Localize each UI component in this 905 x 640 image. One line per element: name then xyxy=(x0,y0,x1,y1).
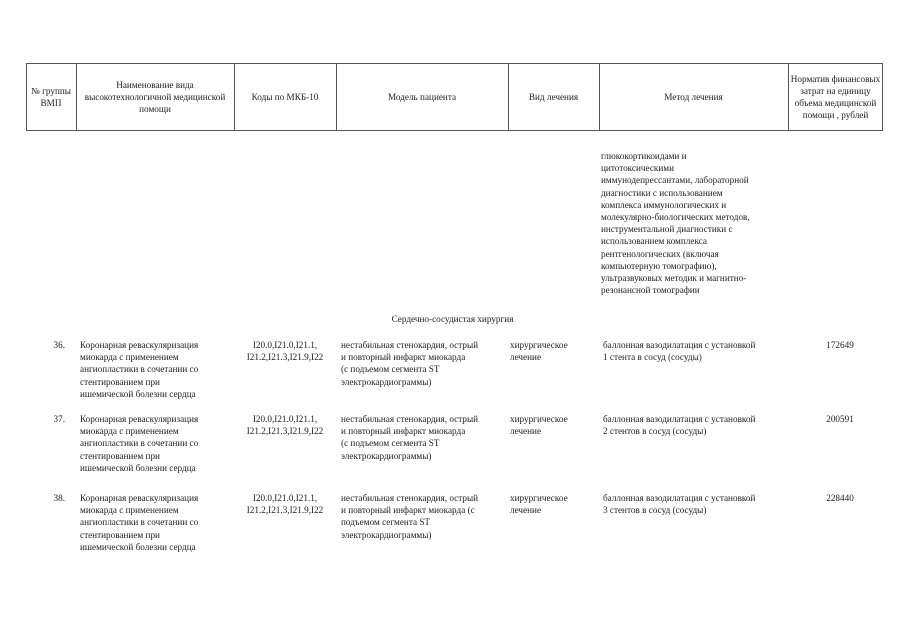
text-line: молекулярно-биологических методов, xyxy=(601,212,750,223)
text-line: использованием комплекса xyxy=(601,236,707,247)
text-line: и повторный инфаркт миокарда xyxy=(341,352,466,363)
text-line: иммунодепрессантами, лабораторной xyxy=(601,175,749,186)
text-line: ультразвуковых методик и магнитно- xyxy=(601,273,747,284)
text-line: подъемом сегмента ST xyxy=(341,517,431,528)
text-line: миокарда с применением xyxy=(80,352,179,363)
text-line: электрокардиограммы) xyxy=(341,529,432,540)
text-line: хирургическое xyxy=(510,493,568,503)
text-line: нестабильная стенокардия, острый xyxy=(341,340,479,350)
text-line: 1 стента в сосуд (сосуды) xyxy=(603,352,702,363)
text-line: инструментальной диагностики с xyxy=(601,224,733,235)
treatment-method xyxy=(603,339,793,363)
text-line: (с подъемом сегмента ST xyxy=(341,364,440,375)
cost-norm: 200591 xyxy=(826,414,854,424)
text-line: миокарда с применением xyxy=(80,426,179,437)
text-line: ишемической болезни сердца xyxy=(80,541,196,552)
text-line: Коронарная реваскуляризация xyxy=(80,340,199,350)
text-line: I20.0,I21.0,I21.1, xyxy=(252,414,318,424)
text-line: ангиопластики в сочетании со xyxy=(80,364,199,375)
text-line: диагностики с использованием xyxy=(601,187,723,198)
icd-codes xyxy=(233,413,337,437)
patient-model xyxy=(341,492,507,541)
text-line: баллонная вазодилатация с установкой xyxy=(603,493,756,503)
header-care-type: Наименование вида высокотехнологичной медицинской помощи xyxy=(84,79,226,115)
treatment-kind xyxy=(510,492,600,516)
patient-model xyxy=(341,339,507,388)
text-line: лечение xyxy=(510,352,542,363)
treatment-kind xyxy=(510,339,600,363)
row-number: 37. xyxy=(53,414,65,424)
text-line: глюкокортикоидами и xyxy=(601,151,687,161)
patient-model xyxy=(341,413,507,462)
icd-codes xyxy=(233,492,337,516)
header-patient-model: Модель пациента xyxy=(387,91,457,102)
header-treatment-method: Метод лечения xyxy=(664,91,723,102)
text-line: (с подъемом сегмента ST xyxy=(341,438,440,449)
table-header xyxy=(26,63,883,131)
text-line: ангиопластики в сочетании со xyxy=(80,438,199,449)
text-line: Коронарная реваскуляризация xyxy=(80,493,199,503)
text-line: ишемической болезни сердца xyxy=(80,388,196,399)
treatment-kind xyxy=(510,413,600,437)
care-type-name xyxy=(80,492,230,553)
text-line: ангиопластики в сочетании со xyxy=(80,517,199,528)
icd-codes xyxy=(233,339,337,363)
text-line: компьютерную томографию), xyxy=(601,260,717,271)
header-group-number: № группы ВМП xyxy=(31,85,71,108)
text-line: I21.2,I21.3,I21.9,I22 xyxy=(246,505,324,516)
header-icd-codes: Коды по МКБ-10 xyxy=(251,91,319,102)
text-line: I21.2,I21.3,I21.9,I22 xyxy=(246,352,324,363)
text-line: I20.0,I21.0,I21.1, xyxy=(252,493,318,503)
text-line: стентированием при xyxy=(80,529,160,540)
text-line: стентированием при xyxy=(80,450,160,461)
cost-norm: 228440 xyxy=(826,493,854,503)
text-line: электрокардиограммы) xyxy=(341,376,432,387)
text-line: лечение xyxy=(510,505,542,516)
text-line: миокарда с применением xyxy=(80,505,179,516)
text-line: хирургическое xyxy=(510,414,568,424)
text-line: и повторный инфаркт миокарда (с xyxy=(341,505,475,516)
cost-norm: 172649 xyxy=(826,340,854,350)
header-cost-norm: Норматив финансовых затрат на единицу объема медицинской помощи , рублей xyxy=(790,73,881,121)
text-line: баллонная вазодилатация с установкой xyxy=(603,414,756,424)
text-line: стентированием при xyxy=(80,376,160,387)
text-line: и повторный инфаркт миокарда xyxy=(341,426,466,437)
text-line: 2 стентов в сосуд (сосуды) xyxy=(603,426,707,437)
row-number: 36. xyxy=(53,340,65,350)
care-type-name xyxy=(80,413,230,474)
text-line: лечение xyxy=(510,426,542,437)
treatment-method xyxy=(603,492,793,516)
header-treatment-kind: Вид лечения xyxy=(528,91,579,102)
text-line: I20.0,I21.0,I21.1, xyxy=(252,340,318,350)
treatment-method xyxy=(603,413,793,437)
care-type-name xyxy=(80,339,230,400)
text-line: 3 стентов в сосуд (сосуды) xyxy=(603,505,707,516)
text-line: I21.2,I21.3,I21.9,I22 xyxy=(246,426,324,437)
text-line: баллонная вазодилатация с установкой xyxy=(603,340,756,350)
text-line: цитотоксическими xyxy=(601,163,675,174)
text-line: резонансной томографии xyxy=(601,285,700,296)
text-line: комплекса иммунологических и xyxy=(601,199,727,210)
text-line: нестабильная стенокардия, острый xyxy=(341,414,479,424)
text-line: нестабильная стенокардия, острый xyxy=(341,493,479,503)
section-title: Сердечно-сосудистая хирургия xyxy=(391,314,514,324)
text-line: Коронарная реваскуляризация xyxy=(80,414,199,424)
text-line: рентгенологических (включая xyxy=(601,248,719,259)
method-continuation xyxy=(601,150,781,296)
text-line: ишемической болезни сердца xyxy=(80,462,196,473)
row-number: 38. xyxy=(53,493,65,503)
text-line: электрокардиограммы) xyxy=(341,450,432,461)
text-line: хирургическое xyxy=(510,340,568,350)
